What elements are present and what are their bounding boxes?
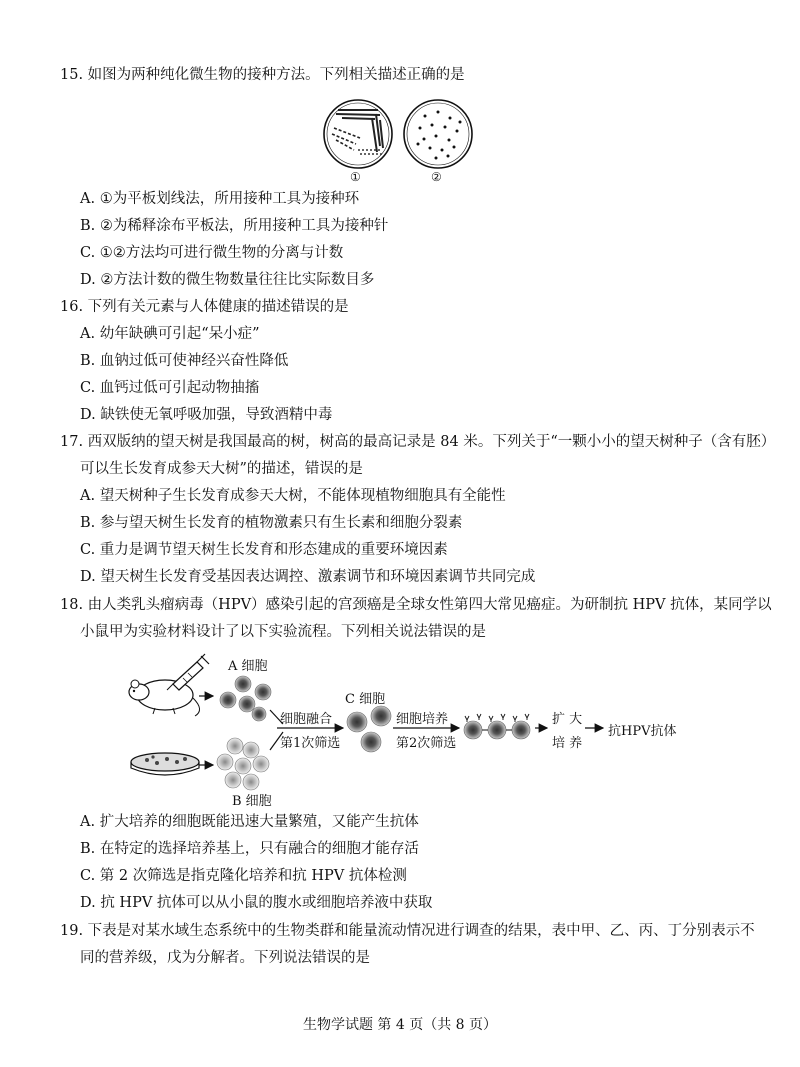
q18-option-d[interactable]: D. 抗 HPV 抗体可以从小鼠的腹水或细胞培养液中获取 (80, 895, 433, 911)
antibody-cells-group (464, 714, 530, 739)
product-label: 抗HPV抗体 (608, 724, 677, 739)
mouse-icon (129, 680, 200, 716)
q17-stem-line-2: 可以生长发育成参天大树”的描述，错误的是 (80, 461, 363, 477)
screen2-label: 第2次筛选 (396, 736, 457, 751)
q15-stem: 15. 如图为两种纯化微生物的接种方法。下列相关描述正确的是 (60, 67, 465, 83)
q17-option-c[interactable]: C. 重力是调节望天树生长发育和形态建成的重要环境因素 (80, 542, 448, 558)
q15-plate-figure (320, 98, 480, 183)
q15-option-b[interactable]: B. ②为稀释涂布平板法，所用接种工具为接种针 (80, 218, 389, 234)
q18-option-c[interactable]: C. 第 2 次筛选是指克隆化培养和抗 HPV 抗体检测 (80, 868, 407, 884)
q16-option-d[interactable]: D. 缺铁使无氧呼吸加强，导致酒精中毒 (80, 407, 333, 423)
petri-dish-icon (131, 753, 199, 775)
culture-label: 细胞培养 (396, 712, 449, 727)
q18-option-a[interactable]: A. 扩大培养的细胞既能迅速大量繁殖，又能产生抗体 (80, 814, 419, 830)
q19-stem-line-2: 同的营养级，戊为分解者。下列说法错误的是 (80, 950, 370, 966)
expand-label-1: 扩 大 (552, 712, 583, 727)
q16-option-a[interactable]: A. 幼年缺碘可引起“呆小症” (80, 326, 260, 342)
q16-stem: 16. 下列有关元素与人体健康的描述错误的是 (60, 299, 349, 315)
c-cells-label: C 细胞 (345, 692, 386, 707)
q15-option-a[interactable]: A. ①为平板划线法，所用接种工具为接种环 (80, 191, 360, 207)
q18-stem-line-2: 小鼠甲为实验材料设计了以下实验流程。下列相关说法错误的是 (80, 624, 486, 640)
q17-option-d[interactable]: D. 望天树生长发育受基因表达调控、激素调节和环境因素调节共同完成 (80, 569, 536, 585)
q16-option-b[interactable]: B. 血钠过低可使神经兴奋性降低 (80, 353, 289, 369)
q18-stem-line-1: 18. 由人类乳头瘤病毒（HPV）感染引起的宫颈癌是全球女性第四大常见癌症。为研制抗 HPV 抗体，某同学以 (60, 597, 772, 613)
expand-label-2: 培 养 (552, 736, 583, 751)
page-footer: 生物学试题 第 4 页（共 8 页） (302, 1017, 498, 1033)
q19-stem-line-1: 19. 下表是对某水域生态系统中的生物类群和能量流动情况进行调查的结果，表中甲、乙、丙、丁分别表示不 (60, 923, 755, 939)
c-cells-group (347, 706, 391, 752)
syringe-icon (167, 654, 209, 690)
b-cells-label: B 细胞 (232, 794, 272, 809)
q16-option-c[interactable]: C. 血钙过低可引起动物抽搐 (80, 380, 260, 396)
a-cells-label: A 细胞 (228, 659, 268, 674)
q17-stem-line-1: 17. 西双版纳的望天树是我国最高的树，树高的最高记录是 84 米。下列关于“一颗小小的望天树种子（含有胚） (60, 434, 776, 450)
a-cells-group (220, 676, 271, 721)
screen1-label: 第1次筛选 (280, 736, 341, 751)
q18-option-b[interactable]: B. 在特定的选择培养基上，只有融合的细胞才能存活 (80, 841, 419, 857)
b-cells-group (217, 738, 269, 790)
q17-option-b[interactable]: B. 参与望天树生长发育的植物激素只有生长素和细胞分裂素 (80, 515, 463, 531)
plate-1-label: ① (350, 170, 361, 184)
q15-option-c[interactable]: C. ①②方法均可进行微生物的分离与计数 (80, 245, 344, 261)
q17-option-a[interactable]: A. 望天树种子生长发育成参天大树，不能体现植物细胞具有全能性 (80, 488, 506, 504)
plate-2-label: ② (431, 170, 442, 184)
fusion-label: 细胞融合 (280, 712, 333, 727)
plate-1-streak (324, 100, 392, 168)
plate-2-spread (404, 100, 472, 168)
q15-option-d[interactable]: D. ②方法计数的微生物数量往往比实际数目多 (80, 272, 375, 288)
